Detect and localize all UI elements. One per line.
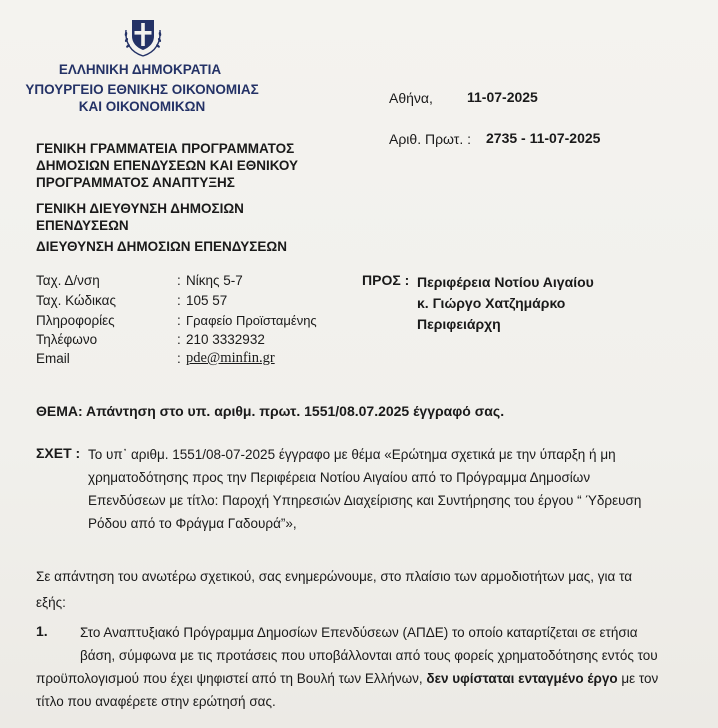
item-1-text	[80, 621, 686, 667]
reference-label: ΣΧΕΤ :	[36, 445, 81, 461]
reference-line-3: Επενδύσεων με τίτλο: Παροχή Υπηρεσιών Διαχείρισης και Συντήρησης του έργου “ Ύδρευση	[88, 493, 642, 508]
item-1-line-2: βάση, σύμφωνα με τις προτάσεις που υποβάλλονται από τους φορείς χρηματοδότησης εντός του	[80, 648, 658, 663]
gen-secretariat-line-3: ΠΡΟΓΡΑΜΜΑΤΟΣ ΑΝΑΠΤΥΞΗΣ	[36, 175, 235, 190]
general-secretariat	[36, 140, 298, 191]
date: 11-07-2025	[467, 89, 538, 105]
email-link[interactable]: pde@minfin.gr	[186, 350, 275, 366]
recipient-line-3: Περιφειάρχη	[417, 316, 501, 332]
country-name: ΕΛΛΗΝΙΚΗ ΔΗΜΟΚΡΑΤΙΑ	[58, 62, 222, 77]
reference-text	[88, 443, 686, 535]
ministry-line-1: ΥΠΟΥΡΓΕΙΟ ΕΘΝΙΚΗΣ ΟΙΚΟΝΟΜΙΑΣ	[25, 82, 259, 97]
item-1-highlight: δεν υφίσταται ενταγμένο έργο	[426, 671, 618, 686]
item-number: 1.	[36, 623, 48, 639]
reference-line-1: Το υπ᾽ αριθμ. 1551/08-07-2025 έγγραφο με θέμα «Ερώτημα σχετικά με την ύπαρξη ή μη	[88, 447, 616, 462]
gen-secretariat-line-2: ΔΗΜΟΣΙΩΝ ΕΠΕΝΔΥΣΕΩΝ ΚΑΙ ΕΘΝΙΚΟΥ	[36, 158, 299, 173]
intro-line-2: εξής:	[36, 595, 66, 610]
contact-label: Ταχ. Δ/νση	[36, 273, 100, 288]
item-1-line-3	[36, 667, 688, 690]
ministry-line-2: ΚΑΙ ΟΙΚΟΝΟΜΙΚΩΝ	[78, 99, 206, 114]
recipient-label: ΠΡΟΣ :	[362, 272, 410, 288]
item-1-line-1: Στο Αναπτυξιακό Πρόγραμμα Δημοσίων Επενδύσεων (ΑΠΔΕ) το οποίο καταρτίζεται σε ετήσια	[80, 625, 638, 640]
item-1-line-4: τίτλο που αναφέρετε στην ερώτησή σας.	[36, 694, 276, 709]
colon: :	[177, 293, 181, 308]
contact-value: Νίκης 5-7	[186, 273, 243, 288]
place: Αθήνα,	[389, 90, 433, 106]
colon: :	[177, 313, 181, 328]
colon: :	[177, 351, 181, 366]
contact-label: Πληροφορίες	[36, 313, 115, 328]
recipient	[417, 272, 594, 335]
contact-value: Γραφείο Προϊσταμένης	[186, 313, 317, 328]
contact-label: Τηλέφωνο	[36, 332, 98, 347]
protocol-label: Αριθ. Πρωτ. :	[389, 131, 471, 147]
gen-directorate-line-1: ΓΕΝΙΚΗ ΔΙΕΥΘΥΝΣΗ ΔΗΜΟΣΙΩΝ	[36, 201, 244, 216]
contact-value: 210 3332932	[186, 332, 265, 347]
contact-label: Email	[36, 351, 70, 366]
reference-line-4: Ρόδου από το Φράγμα Γαδουρά”»,	[88, 516, 297, 531]
body-intro	[36, 565, 688, 614]
subject: ΘΕΜΑ: Απάντηση στο υπ. αριθμ. πρωτ. 1551/08.07.2025 έγγραφό σας.	[36, 403, 505, 419]
reference-line-2: χρηματοδότησης προς την Περιφέρεια Νοτίου Αιγαίου από το Πρόγραμμα Δημοσίων	[88, 470, 591, 485]
protocol-number: 2735 - 11-07-2025	[486, 130, 601, 146]
recipient-line-1: Περιφέρεια Νοτίου Αιγαίου	[417, 274, 594, 290]
recipient-line-2: κ. Γιώργο Χατζημάρκο	[417, 295, 566, 311]
contact-value: 105 57	[186, 293, 228, 308]
greek-coat-of-arms-icon	[122, 12, 164, 58]
colon: :	[177, 273, 181, 288]
contact-label: Ταχ. Κώδικας	[36, 293, 116, 308]
directorate: ΔΙΕΥΘΥΝΣΗ ΔΗΜΟΣΙΩΝ ΕΠΕΝΔΥΣΕΩΝ	[36, 239, 287, 254]
intro-line-1: Σε απάντηση του ανωτέρω σχετικού, σας ενημερώνουμε, στο πλαίσιο των αρμοδιοτήτων μας, για τα	[36, 569, 633, 584]
item-1-line-3-end: με τον	[621, 671, 659, 686]
item-1-continuation	[36, 667, 688, 713]
colon: :	[177, 332, 181, 347]
ministry-name	[10, 81, 274, 115]
gen-directorate-line-2: ΕΠΕΝΔΥΣΕΩΝ	[36, 218, 129, 233]
general-directorate	[36, 200, 244, 234]
item-1-line-3-start: προϋπολογισμού που έχει ψηφιστεί από τη Βουλή των Ελλήνων,	[36, 671, 423, 686]
gen-secretariat-line-1: ΓΕΝΙΚΗ ΓΡΑΜΜΑΤΕΙΑ ΠΡΟΓΡΑΜΜΑΤΟΣ	[36, 141, 295, 156]
